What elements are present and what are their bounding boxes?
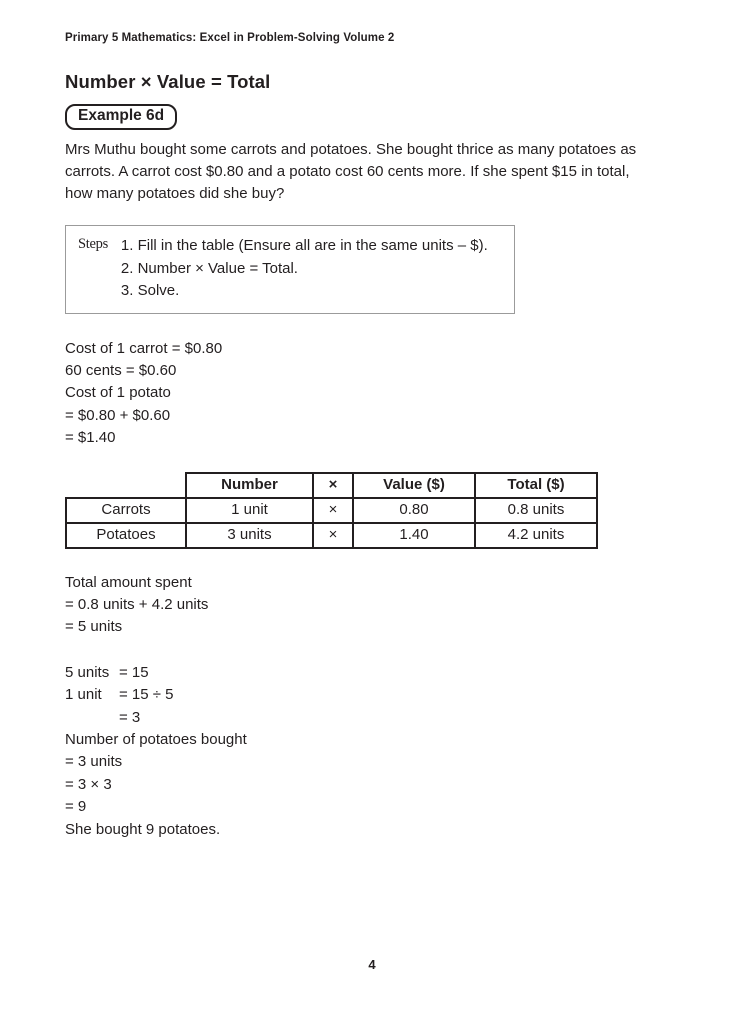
working-line: Cost of 1 potato <box>65 384 171 402</box>
working-line: = 3 × 3 <box>65 775 112 793</box>
table-header-row <box>66 473 597 498</box>
table-header-total: Total ($) <box>475 473 597 498</box>
working-line <box>65 707 680 729</box>
equation-left: 1 unit <box>65 686 102 704</box>
table-cell: Potatoes <box>66 523 186 548</box>
equation-right: = 15 <box>119 663 149 681</box>
steps-items <box>121 235 488 303</box>
table-header-blank <box>66 473 186 498</box>
working-line: Number of potatoes bought <box>65 730 247 748</box>
problem-line: Mrs Muthu bought some carrots and potatoes. She bought thrice as many potatoes as <box>65 141 637 158</box>
working-line: = $1.40 <box>65 429 116 447</box>
page-number: 4 <box>368 957 376 972</box>
table-cell: × <box>313 523 353 548</box>
working-line <box>65 662 680 684</box>
working-line: She bought 9 potatoes. <box>65 820 221 838</box>
steps-item: 2. Number × Value = Total. <box>120 259 298 277</box>
working-line: Total amount spent <box>65 573 192 591</box>
table-cell: 3 units <box>186 523 313 548</box>
table-cell: × <box>313 498 353 523</box>
working-line: 60 cents = $0.60 <box>65 361 177 379</box>
working-line: = $0.80 + $0.60 <box>65 406 171 424</box>
steps-label: Steps <box>78 236 108 252</box>
example-badge: Example 6d <box>65 104 177 130</box>
table-cell: 1 unit <box>186 498 313 523</box>
table-header-number: Number <box>186 473 313 498</box>
equation-right: = 3 <box>119 708 141 726</box>
steps-item: 1. Fill in the table (Ensure all are in the same units – $). <box>120 237 488 254</box>
steps-item: 3. Solve. <box>120 282 180 299</box>
working-block-solve <box>65 662 680 841</box>
equation-right: = 15 ÷ 5 <box>119 686 174 704</box>
solution-table <box>65 472 598 549</box>
working-line: = 5 units <box>65 618 123 636</box>
table-row <box>66 523 597 548</box>
page-title: Number × Value = Total <box>65 71 271 92</box>
table-row <box>66 498 597 523</box>
problem-line: how many potatoes did she buy? <box>65 185 285 202</box>
working-line <box>65 684 680 706</box>
working-line: Cost of 1 carrot = $0.80 <box>65 339 223 357</box>
table-cell: 0.80 <box>353 498 475 523</box>
table-cell: 4.2 units <box>475 523 597 548</box>
working-block-total <box>65 572 680 639</box>
table-header-times: × <box>313 473 353 498</box>
table-cell: 0.8 units <box>475 498 597 523</box>
working-line: = 0.8 units + 4.2 units <box>65 595 209 613</box>
steps-box <box>65 225 515 314</box>
table-header-value: Value ($) <box>353 473 475 498</box>
table-cell: 1.40 <box>353 523 475 548</box>
working-line: = 3 units <box>65 753 123 771</box>
problem-line: carrots. A carrot cost $0.80 and a potato cost 60 cents more. If she spent $15 in total, <box>65 163 630 180</box>
working-line: = 9 <box>65 798 87 816</box>
table-cell: Carrots <box>66 498 186 523</box>
working-block-cost <box>65 338 680 450</box>
problem-text <box>65 139 680 205</box>
equation-left: 5 units <box>65 663 110 681</box>
running-header: Primary 5 Mathematics: Excel in Problem-Solving Volume 2 <box>65 32 395 44</box>
